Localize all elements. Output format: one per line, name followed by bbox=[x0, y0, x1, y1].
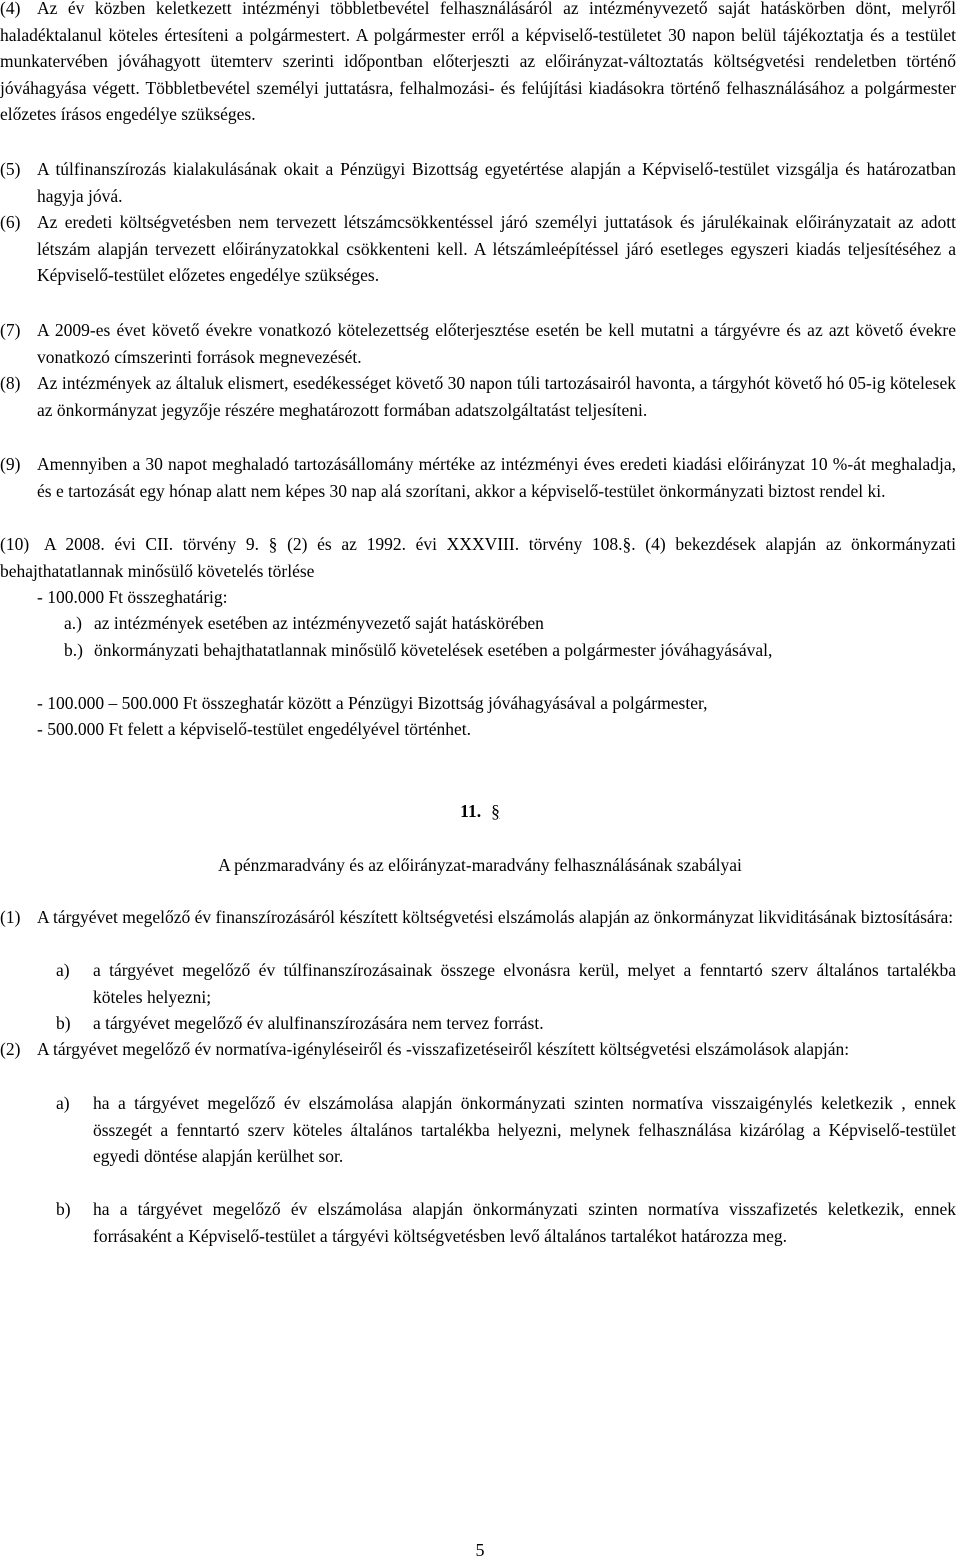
list-text: a tárgyévet megelőző év alulfinanszírozására nem tervez forrást. bbox=[93, 1013, 544, 1033]
paragraph-text: A túlfinanszírozás kialakulásának okait a Pénzügyi Bizottság egyetértése alapján a Képviselő-testület vizsgálja és határozatban hagyja jóvá. bbox=[37, 159, 956, 206]
paragraph-number: (9) bbox=[0, 454, 21, 474]
list-text: ha a tárgyévet megelőző év elszámolása alapján önkormányzati szinten normatíva visszaigénylés keletkezik , ennek összegét a fenntartó szerv köteles általános tartalékba helyezni, melynek felhasználása kizárólag a Képviselő-testület egyedi döntése alapján kerülhet sor. bbox=[93, 1093, 956, 1166]
paragraph-8 bbox=[0, 370, 956, 423]
list-text: a tárgyévet megelőző év túlfinanszírozásainak összege elvonásra kerül, melyet a fenntartó szerv általános tartalékba köteles helyezni; bbox=[93, 960, 956, 1007]
section-heading bbox=[0, 798, 960, 824]
section-number: 11. bbox=[460, 801, 482, 821]
paragraph-10 bbox=[0, 531, 956, 584]
paragraph-6 bbox=[0, 209, 956, 289]
list-label: b) bbox=[56, 1199, 71, 1219]
threshold-line-2: - 100.000 – 500.000 Ft összeghatár között a Pénzügyi Bizottság jóváhagyásával a polgármester, bbox=[37, 693, 708, 713]
list-label: a) bbox=[56, 1093, 70, 1113]
paragraph-number: (4) bbox=[0, 0, 21, 18]
paragraph-number: (1) bbox=[0, 907, 21, 927]
list-label: b) bbox=[56, 1013, 71, 1033]
list-item-b bbox=[56, 1010, 956, 1037]
paragraph-number: (6) bbox=[0, 212, 21, 232]
list-label: b.) bbox=[64, 640, 83, 660]
paragraph-number: (2) bbox=[0, 1039, 21, 1059]
paragraph-text: Amennyiben a 30 napot meghaladó tartozásállomány mértéke az intézményi éves eredeti kiadási előirányzat 10 %-át meghaladja, és e tartozását egy hónap alatt nem képes 30 nap alá szorítani, akkor a képviselő-testület önkormányzati biztost rendel ki. bbox=[37, 454, 956, 501]
threshold-line-1: - 100.000 Ft összeghatárig: bbox=[37, 587, 228, 607]
list-text: önkormányzati behajthatatlannak minősülő követelések esetében a polgármester jóváhagyásával, bbox=[94, 640, 773, 660]
paragraph-text: A 2008. évi CII. törvény 9. § (2) és az 1992. évi XXXVIII. törvény 108.§. (4) bekezdések alapján az önkormányzati behajthatatlannak minősülő követelés törlése bbox=[0, 534, 956, 581]
list-item-a bbox=[56, 957, 956, 1010]
paragraph-text: Az intézmények az általuk elismert, esedékességet követő 30 napon túli tartozásairól havonta, a tárgyhót követő hó 05-ig kötelesek az önkormányzat jegyzője részére meghatározott formában adatszolgáltatást teljesíteni. bbox=[37, 373, 956, 420]
paragraph-4 bbox=[0, 0, 956, 128]
list-item-a bbox=[64, 610, 956, 637]
section-sign: § bbox=[491, 801, 500, 821]
list-text: az intézmények esetében az intézményvezető saját hatáskörében bbox=[94, 613, 544, 633]
paragraph-text: A tárgyévet megelőző év finanszírozásáról készített költségvetési elszámolás alapján az önkormányzat likviditásának biztosítására: bbox=[37, 907, 954, 927]
list-item-a bbox=[56, 1090, 956, 1170]
paragraph-text: A 2009-es évet követő évekre vonatkozó kötelezettség előterjesztése esetén be kell mutatni a tárgyévre és az azt követő évekre vonatkozó címszerinti források megnevezését. bbox=[37, 320, 956, 367]
paragraph-text: Az eredeti költségvetésben nem tervezett létszámcsökkentéssel járó személyi juttatások és járulékainak előirányzatait az adott létszám alapján tervezett előirányzatokkal csökkenteni kell. A létszámleépítéssel járó esetleges egyszeri kiadás teljesítéséhez a Képviselő-testület előzetes engedélye szükséges. bbox=[37, 212, 956, 285]
paragraph-number: (10) bbox=[0, 534, 30, 554]
paragraph-9 bbox=[0, 451, 956, 504]
section-title: A pénzmaradvány és az előirányzat-maradvány felhasználásának szabályai bbox=[218, 855, 742, 875]
paragraph-text: Az év közben keletkezett intézményi többletbevétel felhasználásáról az intézményvezető saját hatáskörben dönt, melyről haladéktalanul köteles értesíteni a polgármestert. A polgármester erről a képviselő-testületet 30 napon belül tájékoztatja és a testület munkatervében jóváhagyott ütemterv szerinti időpontban előterjeszti az előirányzat-változtatás költségvetési rendeletben történő jóváhagyása végett. Többletbevétel személyi juttatásra, felhalmozási- és felújítási kiadásokra történő felhasználásához a polgármester előzetes írásos engedélye szükséges. bbox=[0, 0, 956, 124]
paragraph-number: (5) bbox=[0, 159, 21, 179]
list-item-b bbox=[64, 637, 956, 664]
page-number: 5 bbox=[475, 1540, 485, 1560]
section-paragraph-1 bbox=[0, 904, 956, 931]
section-paragraph-2 bbox=[0, 1036, 956, 1063]
list-text: ha a tárgyévet megelőző év elszámolása alapján önkormányzati szinten normatíva visszafizetés keletkezik, ennek forrásaként a Képviselő-testület a tárgyévi költségvetésben levő általános tartalékot határozza meg. bbox=[93, 1199, 956, 1246]
paragraph-5 bbox=[0, 156, 956, 209]
list-label: a.) bbox=[64, 613, 82, 633]
paragraph-number: (8) bbox=[0, 373, 21, 393]
list-label: a) bbox=[56, 960, 70, 980]
threshold-line-3: - 500.000 Ft felett a képviselő-testület engedélyével történhet. bbox=[37, 719, 471, 739]
paragraph-7 bbox=[0, 317, 956, 370]
paragraph-number: (7) bbox=[0, 320, 21, 340]
paragraph-text: A tárgyévet megelőző év normatíva-igényléseiről és -visszafizetéseiről készített költségvetési elszámolások alapján: bbox=[37, 1039, 850, 1059]
list-item-b bbox=[56, 1196, 956, 1249]
